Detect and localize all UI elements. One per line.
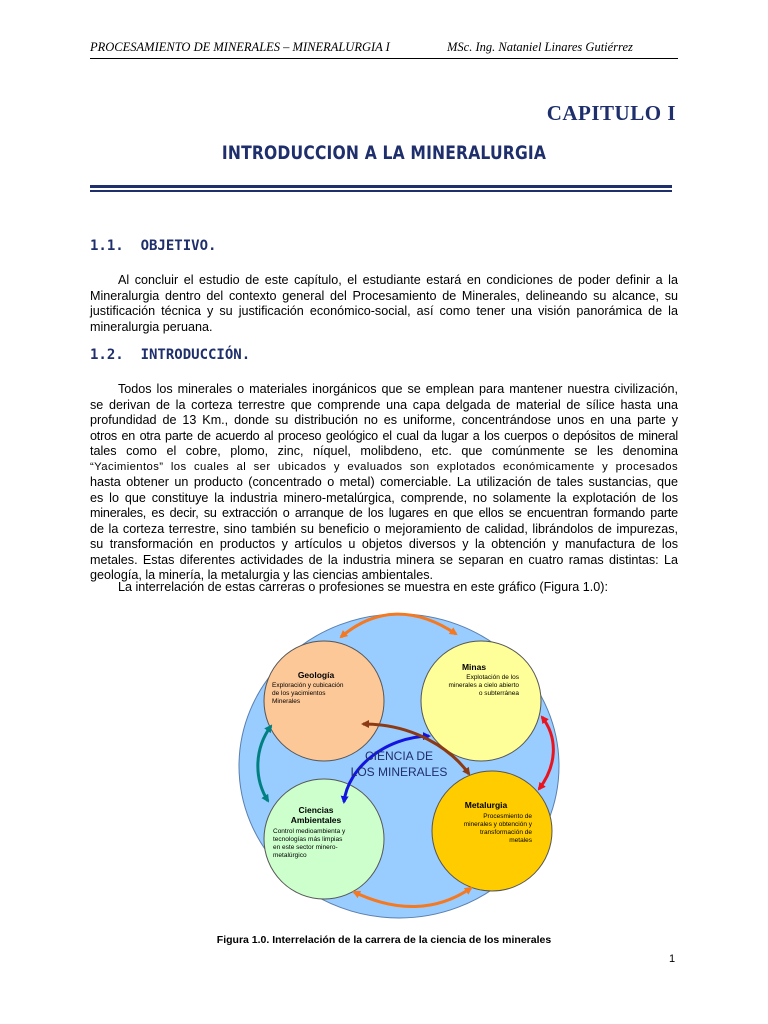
- node-minas: [421, 641, 541, 761]
- geologia-desc-line: Minerales: [272, 698, 301, 705]
- page-header: [90, 40, 678, 59]
- ambientales-title-line2: Ambientales: [290, 815, 342, 825]
- geologia-title: Geología: [297, 670, 335, 680]
- section-number: 1.2.: [90, 347, 124, 363]
- figure-intro-paragraph: [90, 580, 678, 596]
- metalurgia-desc-line: transformación de: [479, 829, 532, 836]
- header-course-title: PROCESAMIENTO DE MINERALES – MINERALURGIA I: [90, 40, 390, 54]
- geologia-desc-line: de los yacimientos: [272, 690, 326, 697]
- text-line: tales como el cobre, plomo, zinc, níquel, molibdeno, etc. que comúnmente se les denomina: [90, 444, 678, 458]
- text-line: de la corteza terrestre, sino también su beneficio o mejoramiento de calidad, librándolos de impurezas,: [90, 521, 678, 536]
- chapter-title: INTRODUCCION A LA MINERALURGIA: [221, 142, 547, 164]
- center-label-line1: CIENCIA DE: [364, 749, 434, 763]
- chapter-label: CAPITULO I: [546, 101, 676, 125]
- section-heading-objetivo: [90, 238, 216, 254]
- ambientales-desc-line: tecnologías más limpias: [273, 836, 343, 843]
- header-author: MSc. Ing. Nataniel Linares Gutiérrez: [447, 40, 633, 54]
- introduccion-paragraph: [90, 382, 678, 584]
- metalurgia-desc-line: Procesmiento de: [483, 813, 532, 820]
- text-line: hasta obtener un producto (concentrado o metal) comerciable. La utilización de tales sustancias, que: [90, 475, 678, 489]
- text-line: geología, la minería, la metalurgia y las ciencias ambientales.: [90, 568, 434, 582]
- section-number: 1.1.: [90, 238, 124, 254]
- text-line: es lo que constituye la industria minero-metalúrgica, comprende, no solamente la explotación de los: [90, 490, 678, 505]
- text-line: metales. Estas diferentes actividades de la industria minera se separan en cuatro ramas distintas: La: [90, 552, 678, 567]
- text-line: profundidad de 13 Km., donde su distribución no es uniforme, concentrándose unos en una parte y: [90, 413, 678, 427]
- objetivo-paragraph: [90, 273, 678, 335]
- text-line: “Yacimientos” los cuales al ser ubicados y evaluados son explotados económicamente y procesados: [90, 460, 678, 473]
- metalurgia-desc-line: minerales y obtención y: [463, 821, 532, 828]
- title-rule-thin: [90, 190, 672, 192]
- minas-desc-line: Explotación de los: [466, 674, 519, 681]
- text-line: Al concluir el estudio de este capítulo, el estudiante estará en condiciones de poder definir a la: [118, 273, 678, 287]
- metalurgia-title: Metalurgia: [464, 800, 508, 810]
- metalurgia-desc-line: metales: [509, 837, 532, 844]
- ambientales-desc-line: en este sector minero-: [273, 844, 338, 851]
- minas-title: Minas: [461, 662, 487, 672]
- text-line: otros en otra parte de acuerdo al proceso geológico el cual da lugar a los cuerpos o depósitos de mineral: [90, 428, 678, 443]
- section-heading-introduccion: [90, 347, 250, 363]
- ambientales-title-line1: Ciencias: [298, 805, 334, 815]
- ambientales-desc-line: Control medioambienta y: [273, 828, 346, 835]
- text-line: mineralurgia peruana.: [90, 319, 213, 334]
- page-number: 1: [669, 953, 676, 965]
- text-line: La interrelación de estas carreras o profesiones se muestra en este gráfico (Figura 1.0):: [118, 580, 609, 594]
- text-line: Todos los minerales o materiales inorgánicos que se emplean para mantener nuestra civilización,: [118, 382, 678, 396]
- title-rule-thick: [90, 185, 672, 188]
- section-title: OBJETIVO.: [140, 238, 217, 254]
- ambientales-desc-line: metalúrgico: [273, 852, 307, 859]
- text-line: justificación técnica y su justificación económico-social, así como tener una visión panorámica de la: [90, 304, 678, 318]
- text-line: Mineralurgia dentro del contexto general del Procesamiento de Minerales, delineando su alcance, su: [90, 288, 678, 303]
- text-line: minerales, es decir, su extracción o arranque de los lugares en que ellos se encuentran formando parte: [90, 506, 678, 520]
- minas-desc-line: o subterránea: [478, 690, 519, 697]
- center-label-line2: LOS MINERALES: [350, 765, 448, 779]
- minas-desc-line: minerales a cielo abierto: [448, 682, 519, 689]
- section-title: INTRODUCCIÓN.: [140, 347, 251, 363]
- figure-caption: Figura 1.0. Interrelación de la carrera de la ciencia de los minerales: [216, 934, 552, 946]
- text-line: se derivan de la corteza terrestre que comprende una capa delgada de material de sílice hasta una: [90, 397, 678, 412]
- text-line: su transformación en productos y artículos u objetos diversos y la obtención y manufactura de los: [90, 537, 678, 551]
- geologia-desc-line: Exploración y cubicación: [272, 682, 344, 689]
- minerals-science-diagram: [236, 609, 580, 923]
